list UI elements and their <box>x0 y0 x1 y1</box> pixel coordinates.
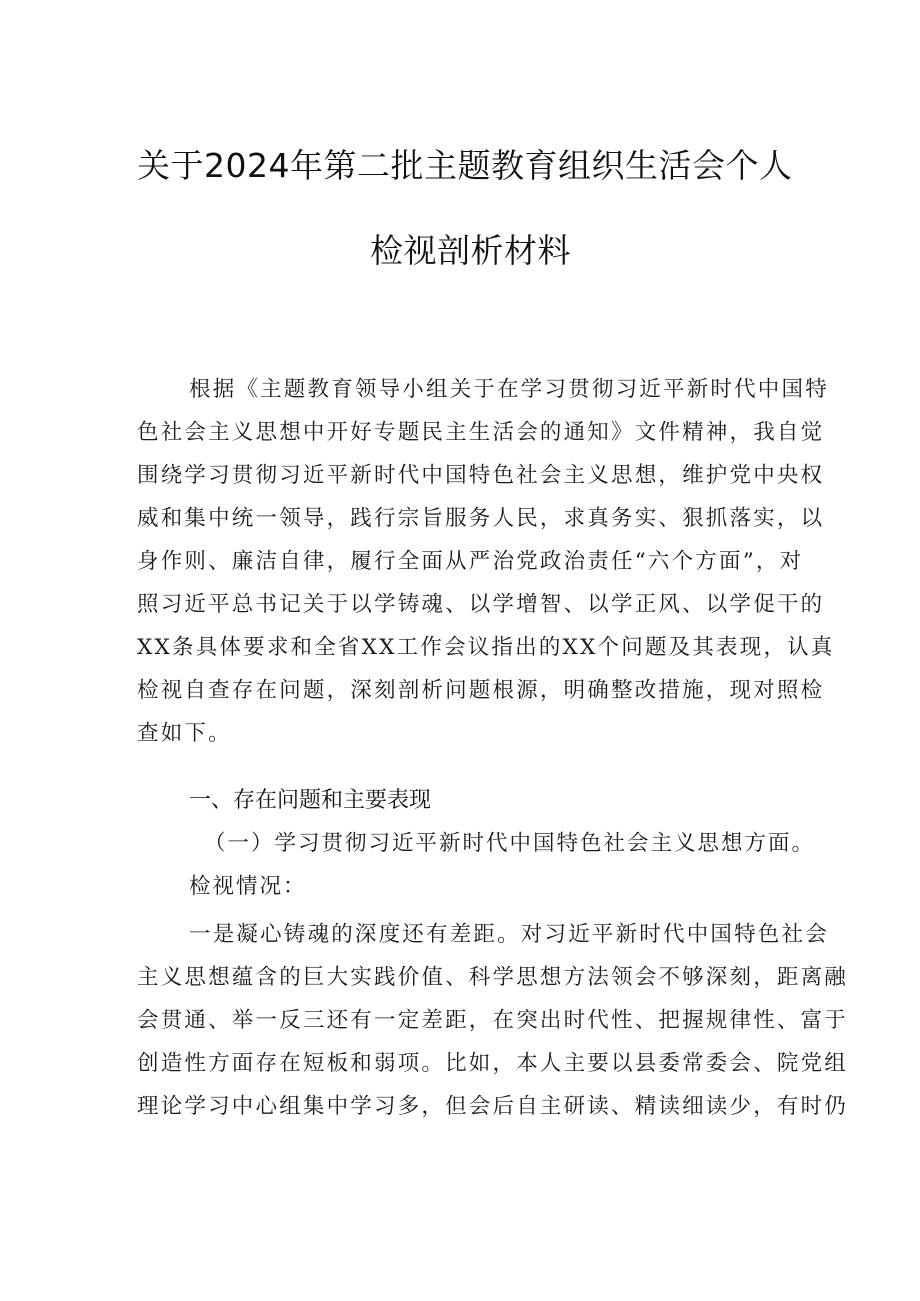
document-title-line-1: 关于2024年第二批主题教育组织生活会个人 <box>137 146 793 185</box>
body-line: 会贯通、举一反三还有一定差距，在突出时代性、把握规律性、富于 <box>137 1008 849 1033</box>
subsection-heading: （一）学习贯彻习近平新时代中国特色社会主义思想方面。 <box>204 831 816 856</box>
intro-line: 检视自查存在问题，深刻剖析问题根源，明确整改措施，现对照检 <box>137 678 825 703</box>
document-title-line-2: 检视剖析材料 <box>370 231 571 270</box>
intro-line: 威和集中统一领导，践行宗旨服务人民，求真务实、狠抓落实，以 <box>137 506 825 531</box>
intro-line: 色社会主义思想中开好专题民主生活会的通知》文件精神，我自觉 <box>137 420 825 445</box>
section-heading: 一、存在问题和主要表现 <box>189 788 432 813</box>
intro-line: 照习近平总书记关于以学铸魂、以学增智、以学正风、以学促干的 <box>137 592 825 617</box>
body-line: 创造性方面存在短板和弱项。比如，本人主要以县委常委会、院党组 <box>137 1051 849 1076</box>
intro-line: 围绕学习贯彻习近平新时代中国特色社会主义思想，维护党中央权 <box>137 463 825 488</box>
body-line: 一是凝心铸魂的深度还有差距。对习近平新时代中国特色社会 <box>189 922 829 947</box>
intro-line: 身作则、廉洁自律，履行全面从严治党政治责任“六个方面”，对 <box>137 549 804 574</box>
body-paragraph <box>137 913 849 1128</box>
body-line: 主义思想蕴含的巨大实践价值、科学思想方法领会不够深刻，距离融 <box>137 965 849 990</box>
intro-line: 根据《主题教育领导小组关于在学习贯彻习近平新时代中国特 <box>189 377 829 402</box>
intro-line: 查如下。 <box>137 721 232 746</box>
intro-line: XX条具体要求和全省XX工作会议指出的XX个问题及其表现，认真 <box>137 635 835 660</box>
inspection-label: 检视情况： <box>189 874 307 899</box>
intro-paragraph <box>137 368 835 755</box>
body-line: 理论学习中心组集中学习多，但会后自主研读、精读细读少，有时仍 <box>137 1094 849 1119</box>
